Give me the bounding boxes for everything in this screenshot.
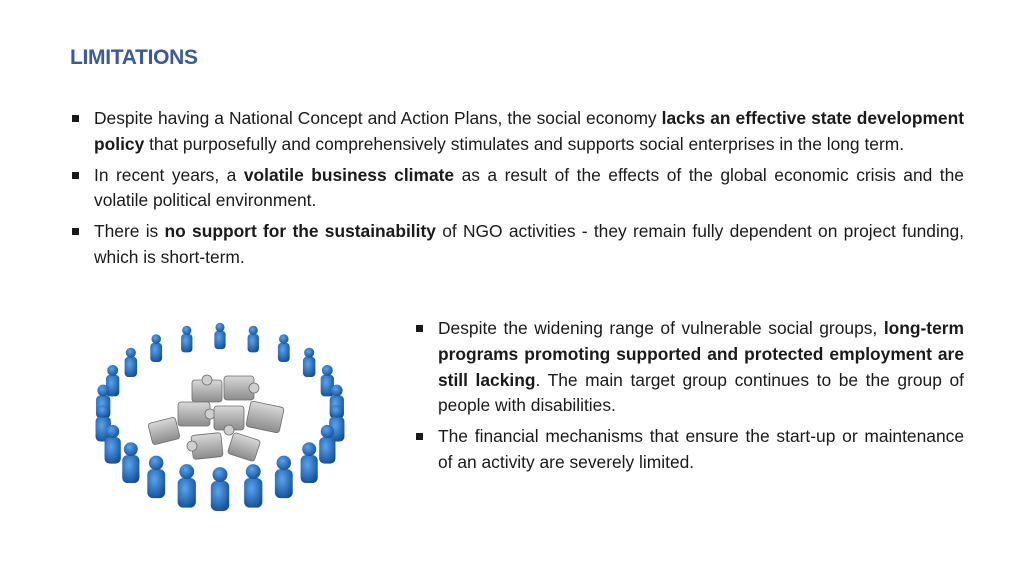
person-figure-icon [105, 425, 121, 464]
slide-title: LIMITATIONS [70, 46, 198, 69]
person-figure-icon [125, 348, 137, 377]
bullet-item: Despite the widening range of vulnerable social groups, long-term programs promoting supported and protected employment are still lacking. The main target group continues to be the group of people with disabilities. [414, 316, 964, 419]
people-circle-puzzle-icon [80, 318, 380, 528]
person-figure-icon [278, 334, 290, 362]
person-figure-icon [147, 456, 165, 498]
person-figure-icon [248, 326, 259, 353]
top-bullet-list [70, 106, 964, 276]
puzzle-pieces [148, 375, 285, 462]
bullet-square-icon [72, 115, 79, 122]
bullet-square-icon [416, 325, 423, 332]
person-figure-icon [178, 464, 196, 507]
person-figure-icon [319, 425, 335, 464]
person-figure-icon [303, 348, 315, 377]
person-figure-icon [214, 323, 225, 349]
person-figure-icon [150, 334, 162, 362]
person-figure-icon [301, 442, 318, 483]
person-figure-icon [244, 464, 262, 507]
person-figure-icon [122, 442, 139, 483]
person-figure-icon [211, 467, 229, 511]
bullet-square-icon [72, 228, 79, 235]
person-figure-icon [275, 456, 293, 498]
bullet-item: Despite having a National Concept and Action Plans, the social economy lacks an effective state development policy that purposefully and comprehensively stimulates and supports social enterprises in the long term. [70, 106, 964, 158]
bottom-bullet-list [414, 316, 964, 481]
bullet-item: The financial mechanisms that ensure the start-up or maintenance of an activity are severely limited. [414, 424, 964, 476]
bullet-item: There is no support for the sustainability of NGO activities - they remain fully dependent on project funding, which is short-term. [70, 219, 964, 271]
bullet-item: In recent years, a volatile business climate as a result of the effects of the global economic crisis and the volatile political environment. [70, 163, 964, 215]
bullet-square-icon [416, 433, 423, 440]
bullet-square-icon [72, 172, 79, 179]
person-figure-icon [181, 326, 192, 353]
